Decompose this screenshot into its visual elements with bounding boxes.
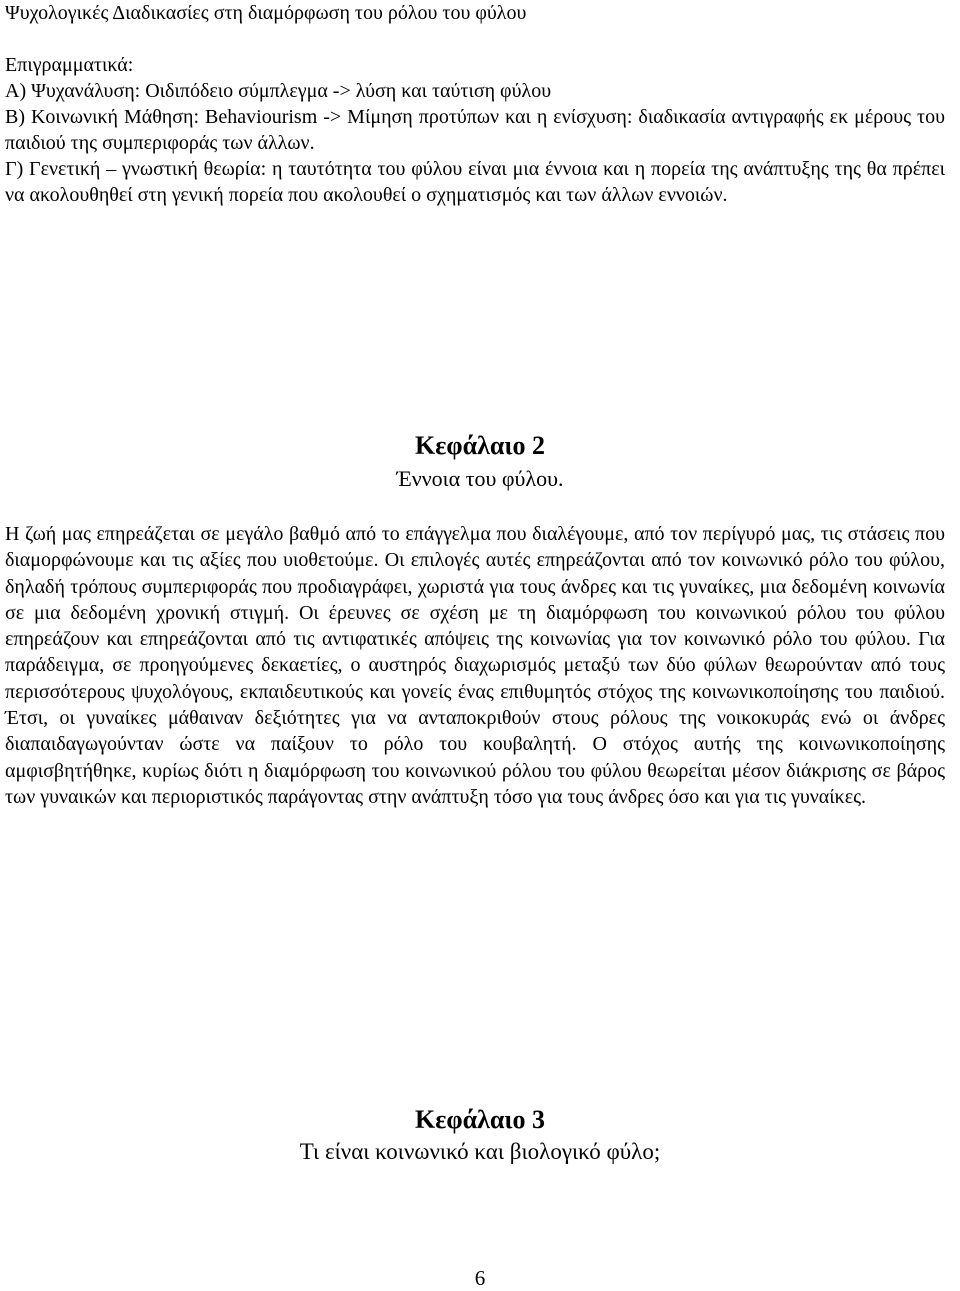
chapter-2-paragraph: Η ζωή μας επηρεάζεται σε μεγάλο βαθμό από το επάγγελμα που διαλέγουμε, από τον περίγυρό μας, τις στάσεις που διαμορφώνουμε και τις αξίες που υιοθετούμε. Οι επιλογές αυτές επηρεάζονται από τον κοινωνικό ρόλο του φύλου, δηλαδή τρόπους συμπεριφοράς που προδιαγράφει, χωριστά για τους άνδρες και τις γυναίκες, μια δεδομένη κοινωνία σε μια δεδομένη χρονική στιγμή. Οι έρευνες σε σχέση με τη διαμόρφωση του κοινωνικού ρόλου του φύλου επηρεάζουν και επηρεάζονται από τις αντιφατικές απόψεις της κοινωνίας για τον κοινωνικό ρόλο του φύλου. Για παράδειγμα, σε προηγούμενες δεκαετίες, ο αυστηρός διαχωρισμός μεταξύ των δύο φύλων θεωρούνταν από τους περισσότερους ψυχολόγους, εκπαιδευτικούς και γονείς ένας επιθυμητός στόχος της κοινωνικοποίησης του παιδιού. Έτσι, οι γυναίκες μάθαιναν δεξιότητες για να ανταποκριθούν στους ρόλους της νοικοκυράς ενώ οι άνδρες διαπαιδαγωγούνταν ώστε να παίξουν το ρόλο του κουβαλητή. Ο στόχος αυτής της κοινωνικοποίησης αμφισβητήθηκε, κυρίως διότι η διαμόρφωση του κοινωνικού ρόλου του φύλου θεωρείται μέσον διάκρισης σε βάρος των γυναικών και περιοριστικός παράγοντας στην ανάπτυξη τόσο για τους άνδρες όσο και για τις γυναίκες. [5, 523, 945, 808]
summary-item-b: Β) Κοινωνική Μάθηση: Behaviourism -> Μίμηση προτύπων και η ενίσχυση: διαδικασία αντιγραφής εκ μέρους του παιδιού της συμπεριφοράς των άλλων. [5, 106, 945, 154]
chapter-2-title: Κεφάλαιο 2 [415, 431, 545, 460]
chapter-3-title: Κεφάλαιο 3 [415, 1105, 545, 1134]
chapter-3-subtitle: Τι είναι κοινωνικό και βιολογικό φύλο; [299, 1139, 661, 1164]
page-number: 6 [474, 1266, 486, 1290]
intro-section [5, 0, 945, 208]
summary-item-a: Α) Ψυχανάλυση: Οιδιπόδειο σύμπλεγμα -> λύση και ταύτιση φύλου [5, 80, 552, 102]
spacer [5, 26, 945, 52]
section-heading: Ψυχολογικές Διαδικασίες στη διαμόρφωση του ρόλου του φύλου [5, 2, 527, 24]
summary-heading: Επιγραμματικά: [5, 54, 134, 76]
summary-item-c: Γ) Γενετική – γνωστική θεωρία: η ταυτότητα του φύλου είναι μια έννοια και η πορεία της ανάπτυξης της θα πρέπει να ακολουθηθεί στη γενική πορεία που ακολουθεί ο σχηματισμός και των άλλων εννοιών. [5, 158, 945, 206]
chapter-2-subtitle: Έννοια του φύλου. [396, 466, 564, 491]
